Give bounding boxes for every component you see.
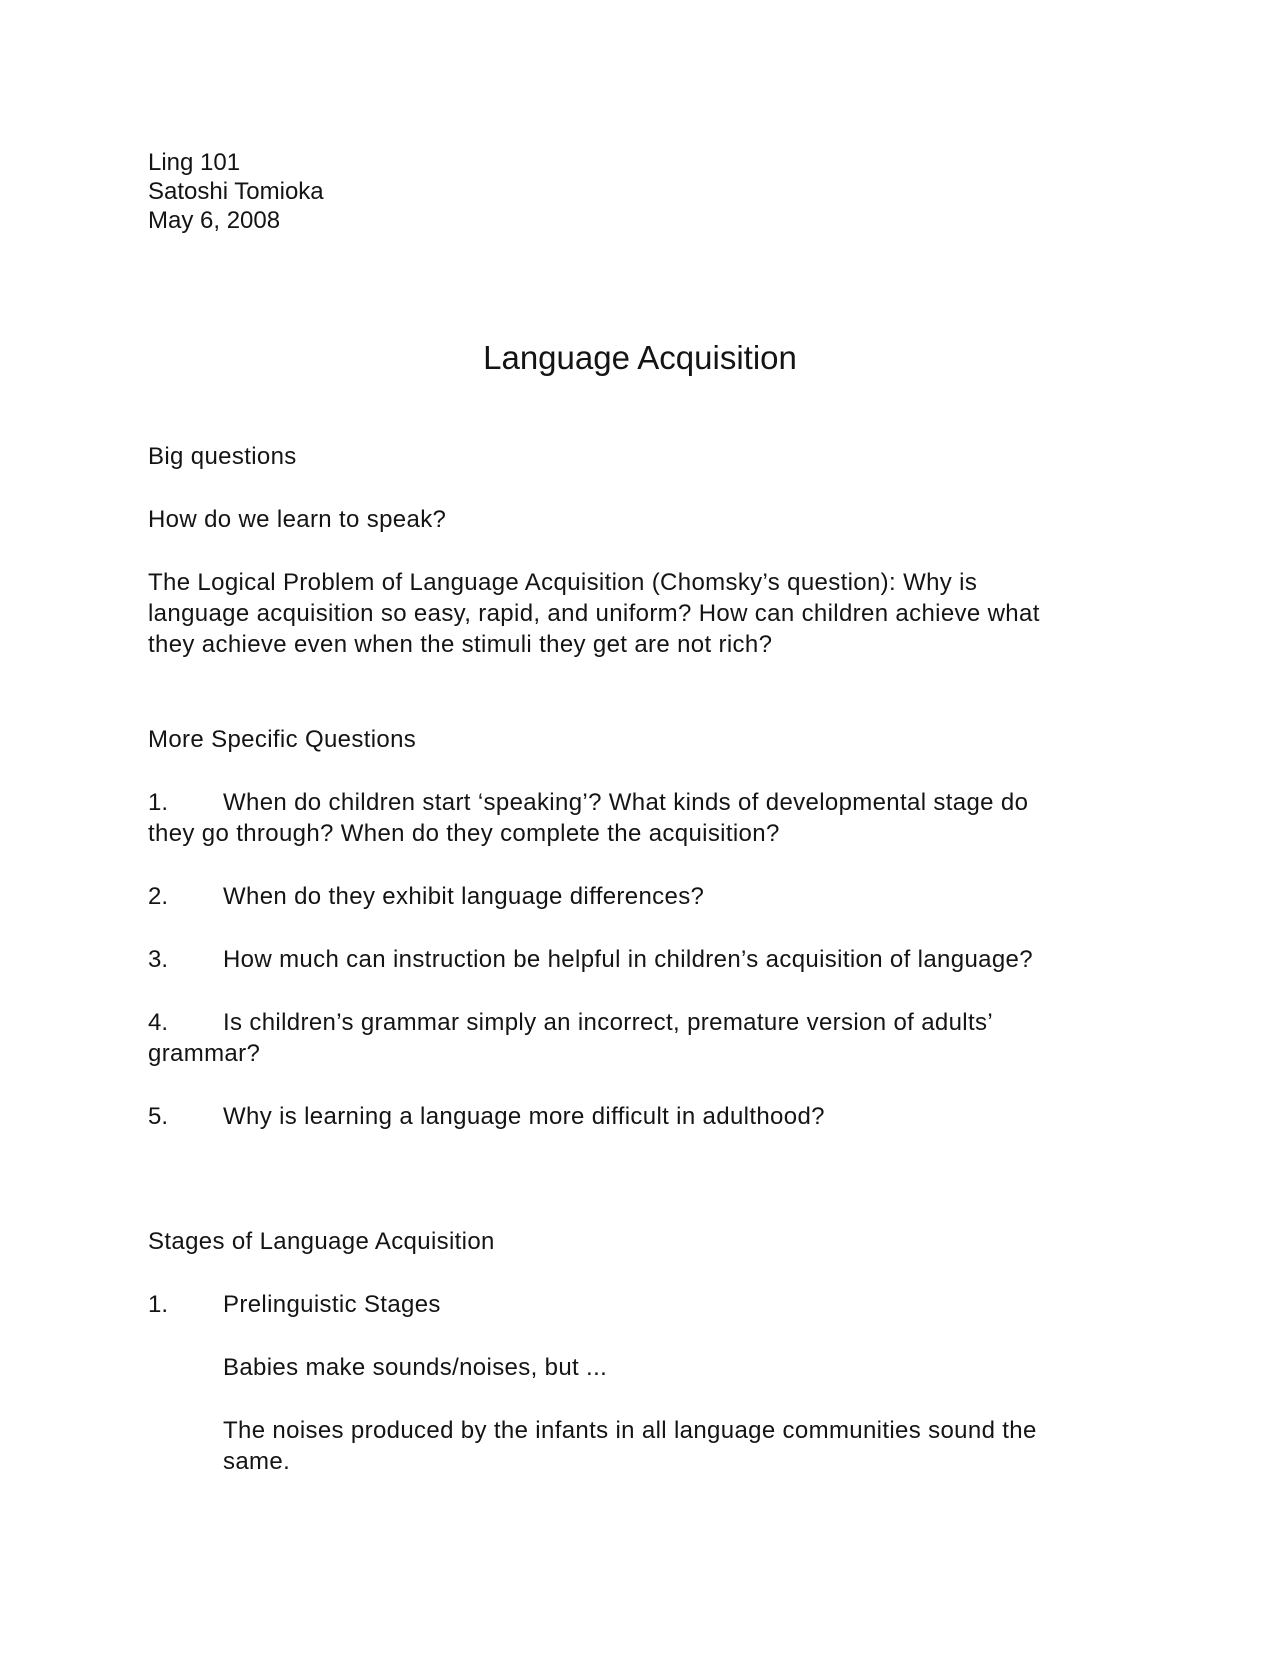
list-item-text-continued: grammar? — [148, 1040, 261, 1067]
stage-paragraph: The noises produced by the infants in all language communities sound the — [223, 1417, 1037, 1444]
section-heading-big-questions: Big questions — [148, 443, 297, 470]
section-heading-specific-questions: More Specific Questions — [148, 726, 417, 753]
list-item-number: 1. — [148, 789, 169, 816]
list-item-number: 1. — [148, 1291, 169, 1318]
paragraph-line: language acquisition so easy, rapid, and uniform? How can children achieve what — [148, 600, 1040, 627]
list-item-text: Why is learning a language more difficult in adulthood? — [223, 1103, 825, 1130]
list-item-number: 5. — [148, 1103, 169, 1130]
stage-paragraph-continued: same. — [223, 1448, 291, 1475]
question-how-speak: How do we learn to speak? — [148, 506, 447, 533]
list-item-number: 4. — [148, 1009, 169, 1036]
list-item-text: Is children’s grammar simply an incorrect, premature version of adults’ — [223, 1009, 994, 1036]
stage-label: Prelinguistic Stages — [223, 1291, 441, 1318]
author-name: Satoshi Tomioka — [148, 178, 324, 205]
course-name: Ling 101 — [148, 149, 241, 176]
list-item-text: When do they exhibit language differences? — [223, 883, 705, 910]
list-item-number: 3. — [148, 946, 169, 973]
list-item-text: When do children start ‘speaking’? What kinds of developmental stage do — [223, 789, 1029, 816]
section-heading-stages: Stages of Language Acquisition — [148, 1228, 495, 1255]
list-item-text-continued: they go through? When do they complete the acquisition? — [148, 820, 780, 847]
paragraph-line: they achieve even when the stimuli they get are not rich? — [148, 631, 773, 658]
paragraph-line: The Logical Problem of Language Acquisition (Chomsky’s question): Why is — [148, 569, 978, 596]
stage-paragraph: Babies make sounds/noises, but ... — [223, 1354, 608, 1381]
list-item-text: How much can instruction be helpful in children’s acquisition of language? — [223, 946, 1033, 973]
document-title: Language Acquisition — [483, 339, 797, 376]
document-date: May 6, 2008 — [148, 207, 281, 234]
list-item-number: 2. — [148, 883, 169, 910]
